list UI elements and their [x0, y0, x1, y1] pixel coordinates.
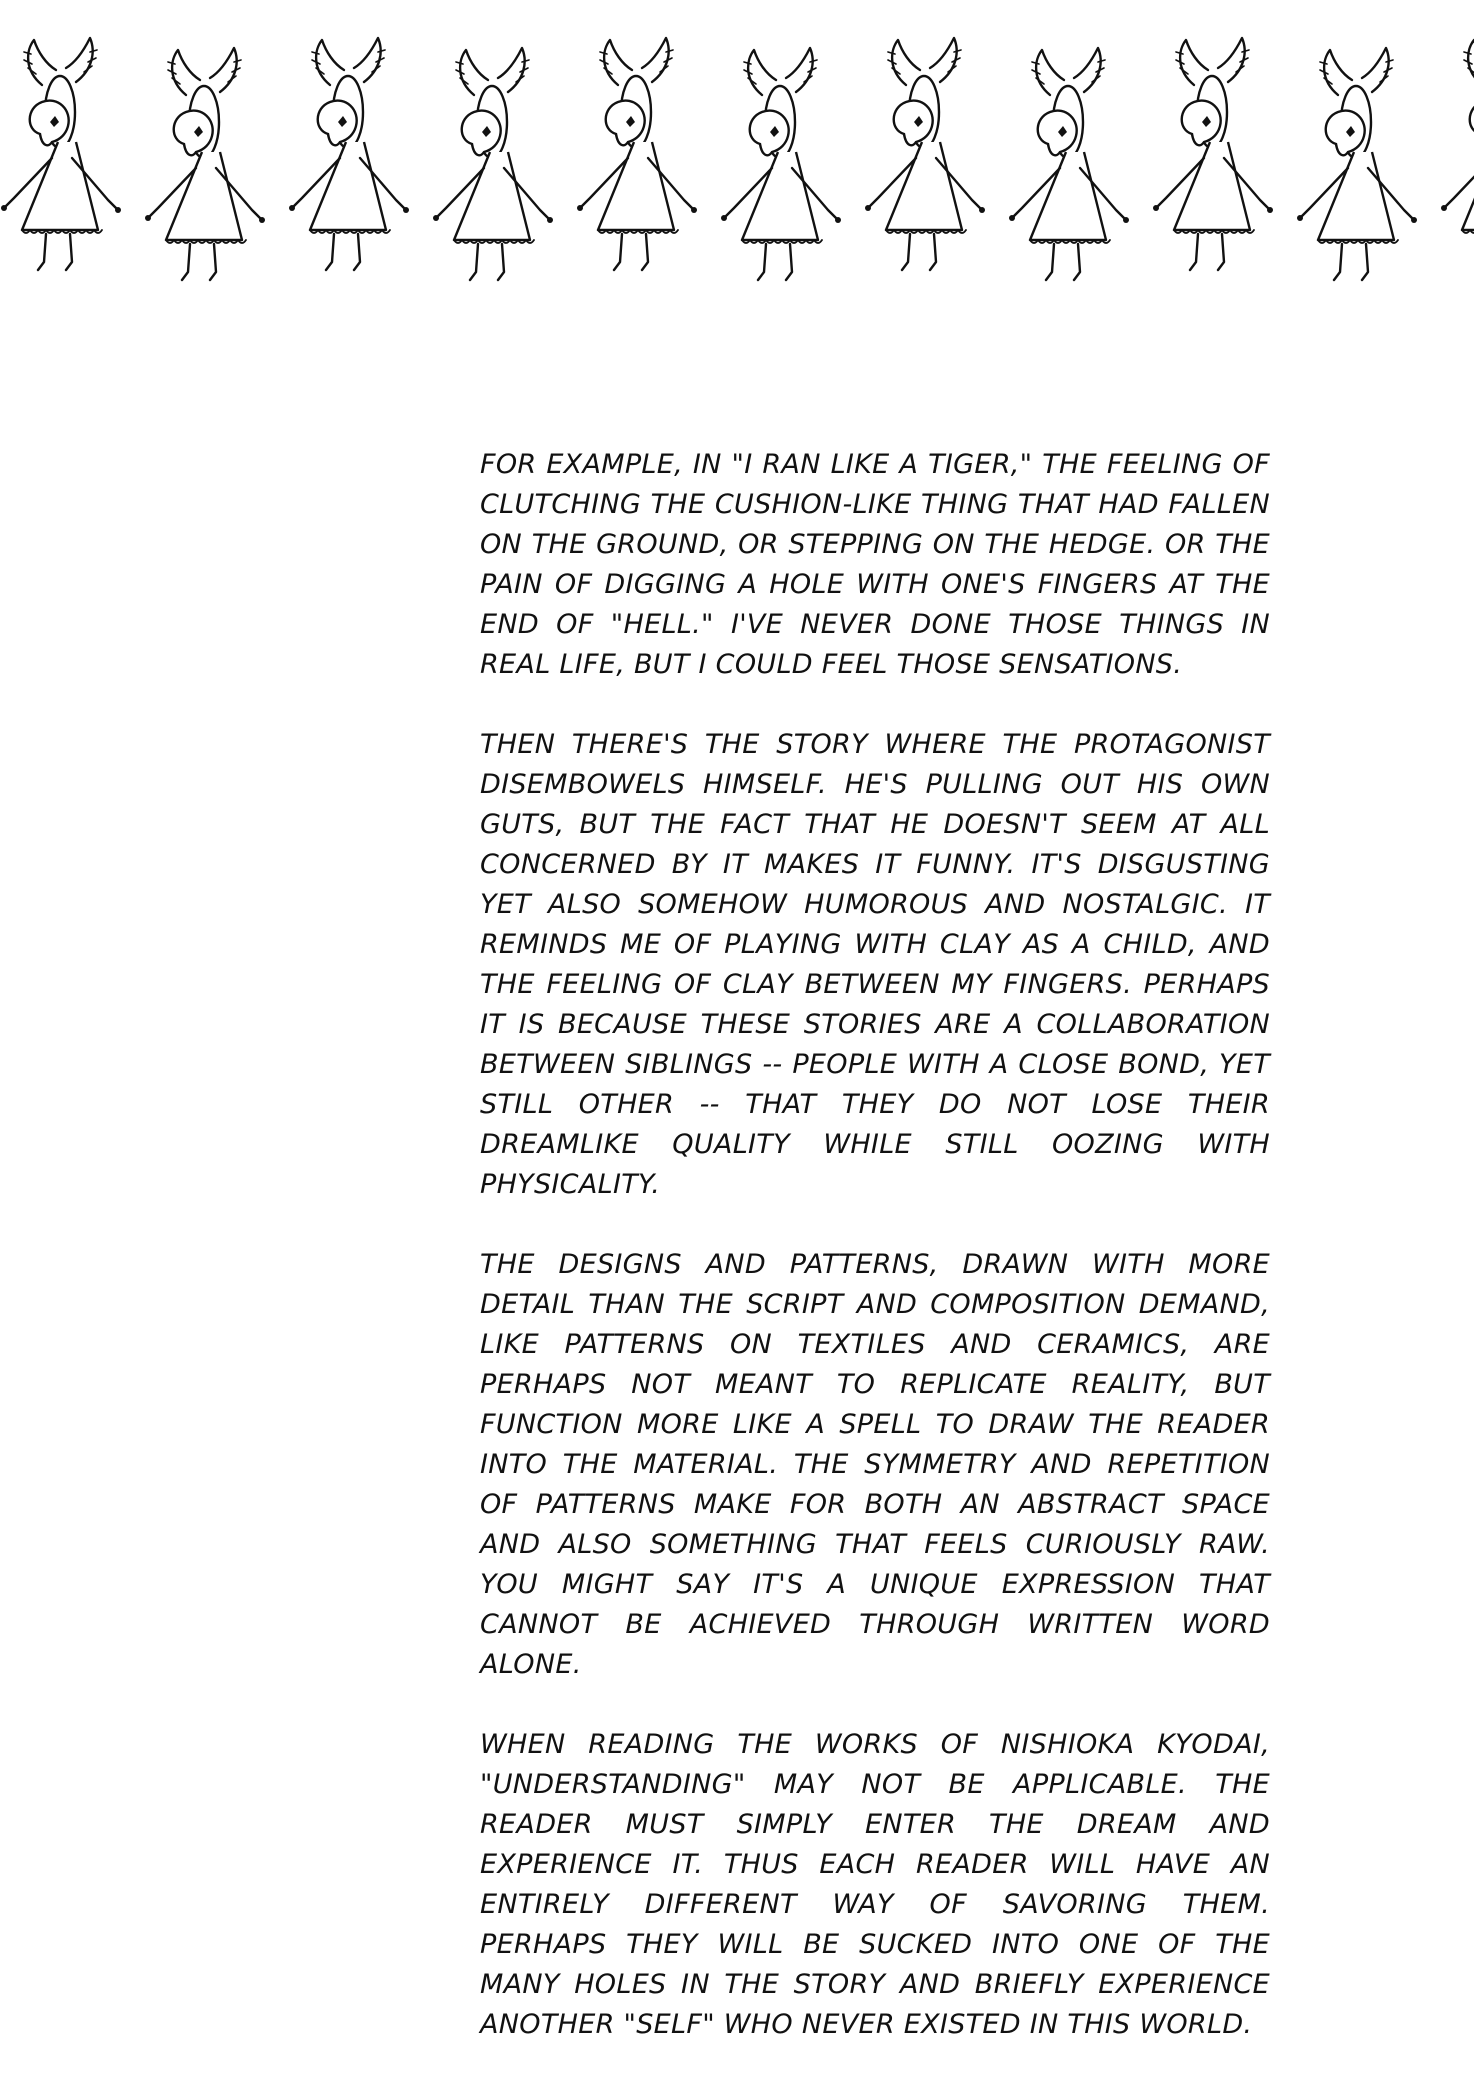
article-body: [480, 445, 1270, 2085]
winged-ghost-figure-icon: [1153, 38, 1273, 270]
decorative-figure-border: [0, 30, 1474, 330]
winged-ghost-figure-icon: [1009, 48, 1129, 280]
winged-ghost-figure-icon: [433, 48, 553, 280]
winged-ghost-figure-icon: [865, 38, 985, 270]
winged-ghost-figure-icon: [1441, 38, 1474, 270]
winged-ghost-figure-icon: [145, 48, 265, 280]
winged-ghost-figure-icon: [1297, 48, 1417, 280]
winged-ghost-figure-icon: [577, 38, 697, 270]
winged-ghost-figure-icon: [289, 38, 409, 270]
winged-ghost-figure-icon: [721, 48, 841, 280]
winged-ghost-figure-icon: [1, 38, 121, 270]
paragraph-3: THE DESIGNS AND PATTERNS, DRAWN WITH MORE DETAIL THAN THE SCRIPT AND COMPOSITION DEMAND, LIKE PATTERNS ON TEXTILES AND CERAMICS, ARE PERHAPS NOT MEANT TO REPLICATE REALITY, BUT FUNCTION MORE LIKE A SPELL TO DRAW THE READER INTO THE MATERIAL. THE SYMMETRY AND REPETITION OF PATTERNS MAKE FOR BOTH AN ABSTRACT SPACE AND ALSO SOMETHING THAT FEELS CURIOUSLY RAW. YOU MIGHT SAY IT'S A UNIQUE EXPRESSION THAT CANNOT BE ACHIEVED THROUGH WRITTEN WORD ALONE.: [480, 1249, 1270, 1680]
figure-border-svg: [0, 30, 1474, 330]
paragraph-2: THEN THERE'S THE STORY WHERE THE PROTAGONIST DISEMBOWELS HIMSELF. HE'S PULLING OUT HIS OWN GUTS, BUT THE FACT THAT HE DOESN'T SEEM AT ALL CONCERNED BY IT MAKES IT FUNNY. IT'S DISGUSTING YET ALSO SOMEHOW HUMOROUS AND NOSTALGIC. IT REMINDS ME OF PLAYING WITH CLAY AS A CHILD, AND THE FEELING OF CLAY BETWEEN MY FINGERS. PERHAPS IT IS BECAUSE THESE STORIES ARE A COLLABORATION BETWEEN SIBLINGS -- PEOPLE WITH A CLOSE BOND, YET STILL OTHER -- THAT THEY DO NOT LOSE THEIR DREAMLIKE QUALITY WHILE STILL OOZING WITH PHYSICALITY.: [480, 729, 1270, 1200]
paragraph-1: FOR EXAMPLE, IN "I RAN LIKE A TIGER," THE FEELING OF CLUTCHING THE CUSHION-LIKE THING THAT HAD FALLEN ON THE GROUND, OR STEPPING ON THE HEDGE. OR THE PAIN OF DIGGING A HOLE WITH ONE'S FINGERS AT THE END OF "HELL." I'VE NEVER DONE THOSE THINGS IN REAL LIFE, BUT I COULD FEEL THOSE SENSATIONS.: [480, 449, 1270, 680]
paragraph-4: WHEN READING THE WORKS OF NISHIOKA KYODAI, "UNDERSTANDING" MAY NOT BE APPLICABLE. THE READER MUST SIMPLY ENTER THE DREAM AND EXPERIENCE IT. THUS EACH READER WILL HAVE AN ENTIRELY DIFFERENT WAY OF SAVORING THEM. PERHAPS THEY WILL BE SUCKED INTO ONE OF THE MANY HOLES IN THE STORY AND BRIEFLY EXPERIENCE ANOTHER "SELF" WHO NEVER EXISTED IN THIS WORLD.: [480, 1729, 1270, 2040]
